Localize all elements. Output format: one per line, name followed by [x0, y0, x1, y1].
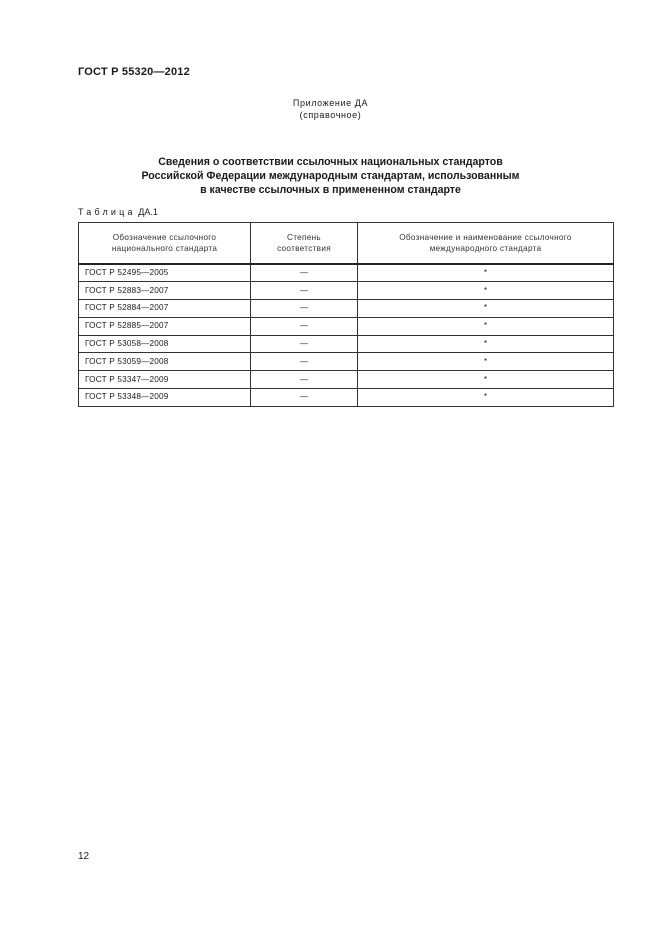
table-row — [79, 353, 614, 371]
table-header-row — [79, 223, 614, 265]
cell-national-standard: ГОСТ Р 52884—2007 — [79, 300, 251, 318]
cell-conformity: — — [251, 264, 358, 282]
header-national-standard: Обозначение ссылочного национального стандарта — [79, 223, 251, 265]
cell-international-standard: * — [358, 371, 614, 389]
cell-national-standard: ГОСТ Р 53348—2009 — [79, 389, 251, 407]
cell-conformity: — — [251, 335, 358, 353]
heading-line: Российской Федерации международным стандартам, использованным — [141, 170, 520, 182]
table-row — [79, 300, 614, 318]
cell-international-standard: * — [358, 282, 614, 300]
table-row — [79, 371, 614, 389]
cell-national-standard: ГОСТ Р 53058—2008 — [79, 335, 251, 353]
cell-conformity: — — [251, 317, 358, 335]
appendix-block — [0, 97, 661, 121]
page-number: 12 — [78, 851, 90, 862]
table-row — [79, 317, 614, 335]
header-conformity-degree: Степень соответствия — [251, 223, 358, 265]
table-row — [79, 389, 614, 407]
cell-conformity: — — [251, 389, 358, 407]
cell-national-standard: ГОСТ Р 52883—2007 — [79, 282, 251, 300]
cell-international-standard: * — [358, 317, 614, 335]
cell-conformity: — — [251, 300, 358, 318]
cell-international-standard: * — [358, 264, 614, 282]
table-caption-id: ДА.1 — [138, 207, 158, 217]
appendix-title: Приложение ДА — [292, 98, 369, 108]
cell-national-standard: ГОСТ Р 52885—2007 — [79, 317, 251, 335]
header-international-standard: Обозначение и наименование ссылочного международного стандарта — [358, 223, 614, 265]
cell-national-standard: ГОСТ Р 53347—2009 — [79, 371, 251, 389]
cell-international-standard: * — [358, 389, 614, 407]
cell-international-standard: * — [358, 353, 614, 371]
heading-line: Сведения о соответствии ссылочных национальных стандартов — [158, 156, 503, 168]
cell-conformity: — — [251, 371, 358, 389]
cell-national-standard: ГОСТ Р 53059—2008 — [79, 353, 251, 371]
table-row — [79, 335, 614, 353]
document-header: ГОСТ Р 55320—2012 — [78, 66, 190, 78]
heading-line: в качестве ссылочных в примененном стандарте — [200, 184, 461, 196]
section-heading — [0, 155, 661, 197]
cell-conformity: — — [251, 353, 358, 371]
table-row — [79, 264, 614, 282]
table-caption — [78, 207, 158, 217]
standards-table — [78, 222, 614, 407]
table-row — [79, 282, 614, 300]
cell-international-standard: * — [358, 300, 614, 318]
cell-conformity: — — [251, 282, 358, 300]
table-caption-word: Таблица — [78, 207, 136, 217]
cell-international-standard: * — [358, 335, 614, 353]
appendix-type: (справочное) — [299, 110, 362, 120]
cell-national-standard: ГОСТ Р 52495—2005 — [79, 264, 251, 282]
